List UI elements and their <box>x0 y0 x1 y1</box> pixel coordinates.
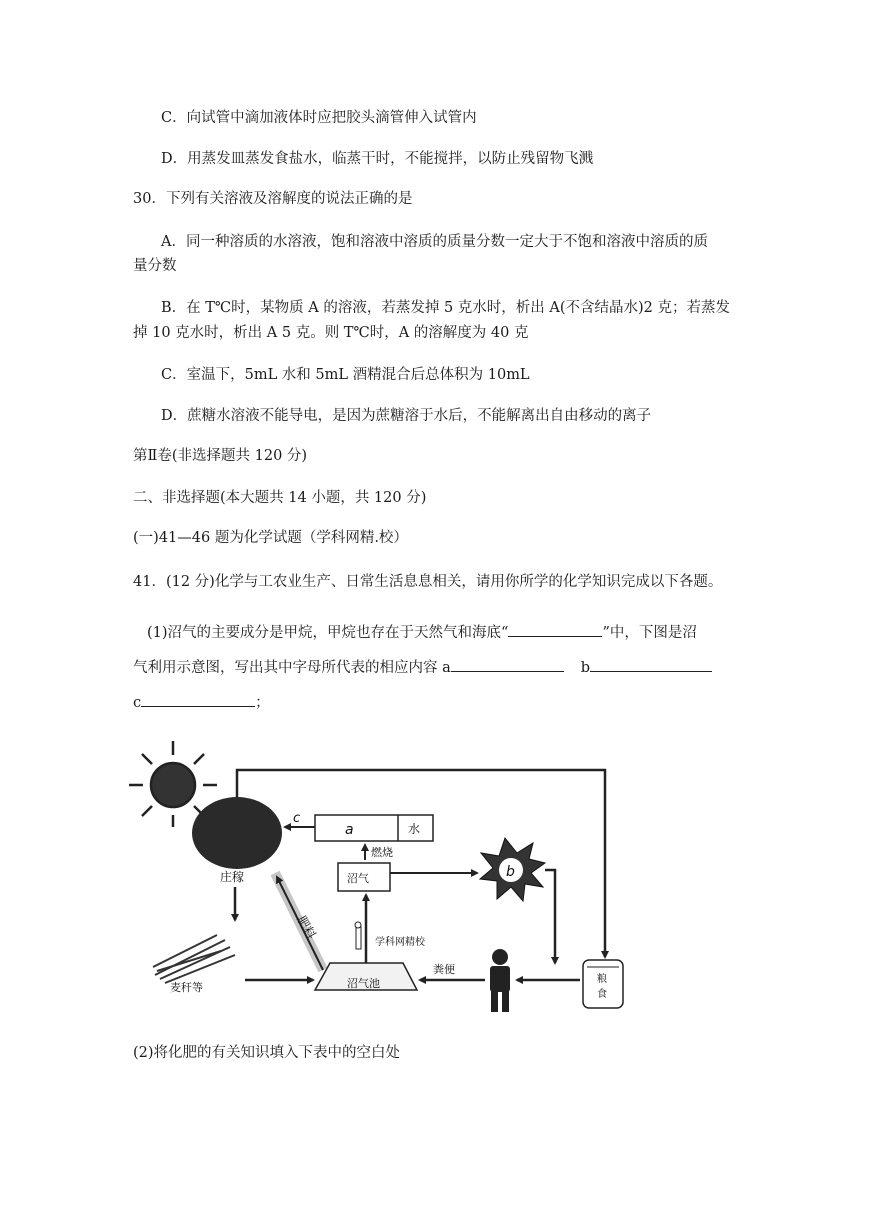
answer-blank-1[interactable] <box>508 622 602 637</box>
part-two-heading: 二、非选择题(本大题共 14 小题，共 120 分) <box>133 490 427 506</box>
label-water: 水 <box>408 822 421 836</box>
option-c-29: C．向试管中滴加液体时应把胶头滴管伸入试管内 <box>161 110 477 126</box>
label-a: a <box>345 822 354 838</box>
part1-text-b: ”中，下图是沼 <box>602 625 697 641</box>
question-41-part1 <box>147 622 697 642</box>
label-c: c <box>293 811 301 826</box>
label-grain-1: 粮 <box>597 974 607 985</box>
person-icon <box>490 949 510 1012</box>
biogas-diagram <box>125 735 650 1025</box>
option-c-30: C．室温下，5mL 水和 5mL 酒精混合后总体积为 10mL <box>161 367 530 383</box>
option-d-30: D．蔗糖水溶液不能导电，是因为蔗糖溶于水后，不能解离出自由移动的离子 <box>161 408 652 424</box>
label-burn: 燃烧 <box>371 846 393 859</box>
straw-icon <box>153 935 235 983</box>
label-grain-2: 食 <box>597 989 607 1000</box>
option-b-30: B．在 T℃时，某物质 A 的溶液，若蒸发掉 5 克水时，析出 A(不含结晶水)2 克；若蒸发 <box>161 300 731 316</box>
label-b: b <box>506 864 515 880</box>
valve-icon <box>355 922 361 949</box>
label-school: 学科网精校 <box>375 937 425 948</box>
label-crops: 庄稼 <box>220 870 245 884</box>
option-a-30-cont: 量分数 <box>133 258 177 274</box>
outer-loop-line <box>237 770 605 957</box>
b-to-grain-line <box>545 870 555 963</box>
answer-blank-c[interactable] <box>141 692 255 707</box>
semicolon: ； <box>255 695 270 711</box>
subsection-heading: (一)41—46 题为化学试题（学科网精.校） <box>133 530 408 546</box>
label-manure: 粪便 <box>433 963 455 976</box>
answer-blank-a[interactable] <box>451 657 564 672</box>
question-41-part1-cont <box>133 657 712 677</box>
option-a-30: A．同一种溶质的水溶液，饱和溶液中溶质的质量分数一定大于不饱和溶液中溶质的质 <box>161 234 708 250</box>
question-41-part2: (2)将化肥的有关知识填入下表中的空白处 <box>133 1045 401 1061</box>
label-fertilizer: 肥料 <box>294 913 319 942</box>
label-straw: 麦秆等 <box>170 981 203 994</box>
part1-cont-text: 气利用示意图，写出其中字母所代表的相应内容 a <box>133 660 451 676</box>
option-b-30-cont: 掉 10 克水时，析出 A 5 克。则 T℃时，A 的溶解度为 40 克 <box>133 325 529 341</box>
label-pool: 沼气池 <box>347 977 380 990</box>
question-41: 41．(12 分)化学与工农业生产、日常生活息息相关，请用你所学的化学知识完成以下各题。 <box>133 574 723 590</box>
option-d-29: D．用蒸发皿蒸发食盐水，临蒸干时，不能搅拌，以防止残留物飞溅 <box>161 151 594 167</box>
answer-blank-b[interactable] <box>590 657 712 672</box>
label-b-text: b <box>580 660 591 676</box>
question-41-part1-end <box>133 692 270 712</box>
question-30: 30．下列有关溶液及溶解度的说法正确的是 <box>133 191 413 207</box>
part1-text-a: (1)沼气的主要成分是甲烷，甲烷也存在于天然气和海底“ <box>147 625 509 641</box>
label-biogas: 沼气 <box>347 872 369 885</box>
label-c-text: c <box>133 695 142 711</box>
section-title: 第Ⅱ卷(非选择题共 120 分) <box>133 448 308 464</box>
crops-icon <box>192 797 282 869</box>
